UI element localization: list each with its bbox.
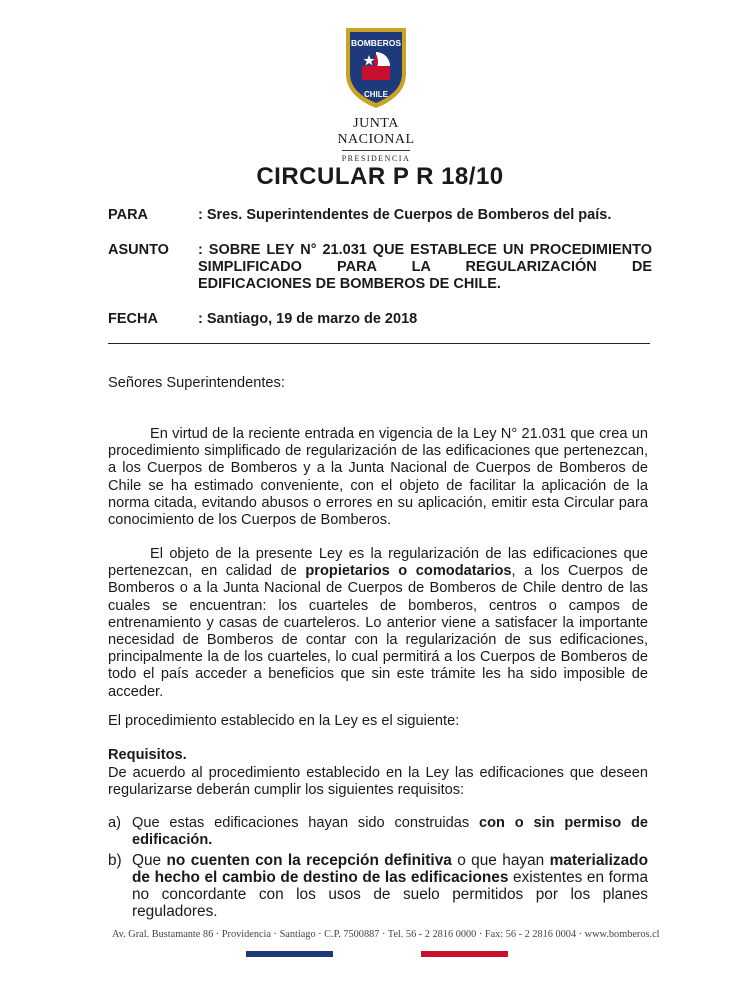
list-marker-a: a) — [108, 815, 121, 831]
para-value: : Sres. Superintendentes de Cuerpos de Bomberos del país. — [198, 207, 612, 223]
requisitos-intro: De acuerdo al procedimiento establecido en la Ley las edificaciones que deseen regularizarse deberán cumplir los siguientes requisitos: — [108, 765, 648, 799]
footer-address: Av. Gral. Bustamante 86 · Providencia · Santiago · C.P. 7500887 · Tel. 56 - 2 2816 0000 · Fax: 56 - 2 2816 0004 · www.bomberos.cl — [112, 929, 660, 940]
paragraph-2-bold: propietarios o comodatarios — [305, 563, 512, 580]
org-name: JUNTA NACIONAL — [337, 116, 415, 147]
list-item-b-text-1: Que — [132, 852, 167, 870]
bomberos-shield-logo — [340, 24, 412, 110]
paragraph-1: En virtud de la reciente entrada en vigencia de la Ley N° 21.031 que crea un procedimiento simplificado de regularización de las edificaciones que pertenezcan, a los Cuerpos de Bomberos y a la Junta Nacional de Cuerpos de Bomberos de Chile se ha estimado conveniente, con el objeto de facilitar la aplicación de la norma citada, evitando abusos o errores en su aplicación, emitir esta Circular para conocimiento de los Cuerpos de Bomberos. — [108, 426, 648, 529]
org-subtitle: PRESIDENCIA — [342, 150, 411, 163]
paragraph-2 — [108, 546, 648, 701]
para-label: PARA — [108, 207, 149, 223]
document-title: CIRCULAR P R 18/10 — [256, 163, 504, 190]
list-item-b-bold-1: no cuenten con la recepción definitiva — [166, 852, 452, 870]
flag-stripe-white — [333, 951, 420, 957]
greeting: Señores Superintendentes: — [108, 375, 285, 391]
logo-text-bottom: CHILE — [364, 90, 388, 99]
paragraph-2-text-b: , a los Cuerpos de Bomberos o a la Junta Nacional de Cuerpos de Bomberos de Chile dentro de las cuales se encuentran: los cuarteles de bomberos, centros o campos de entrenamiento y casas de cuarteleros. Lo anterior viene a satisfacer la importante necesidad de Bomberos de contar con la regularización de sus edificaciones, principalmente la de los cuarteles, lo cual permitirá a los Cuerpos de Bomberos de todo el país acceder a beneficios que sin este trámite les ha sido imposible de acceder. — [108, 563, 648, 700]
asunto-value — [198, 242, 652, 293]
list-item-a — [108, 815, 648, 849]
list-item-b-text-3: existentes en forma no concordante con los usos de suelo permitidos por los planes reguladores. — [132, 869, 648, 921]
list-item-a-bold: con o sin permiso de edificación. — [132, 815, 649, 849]
list-item-b-text-2: o que hayan — [451, 852, 550, 870]
list-item-a-text: Que estas edificaciones hayan sido construidas — [132, 815, 479, 831]
logo-text-top: BOMBEROS — [350, 38, 402, 48]
fecha-label: FECHA — [108, 311, 158, 327]
paragraph-3: El procedimiento establecido en la Ley es el siguiente: — [108, 713, 460, 729]
list-item-b-bold-2: materializado de hecho el cambio de destino de las edificaciones — [132, 852, 648, 887]
fecha-value: : Santiago, 19 de marzo de 2018 — [198, 311, 418, 327]
asunto-label: ASUNTO — [108, 242, 169, 258]
asunto-line-3: EDIFICACIONES DE BOMBEROS DE CHILE. — [198, 276, 501, 292]
header-divider — [108, 343, 650, 344]
paragraph-2-text-a: El objeto de la presente Ley es la regularización de las edificaciones que pertenezcan, en calidad de — [108, 546, 648, 580]
list-marker-b: b) — [108, 852, 122, 870]
list-item-b — [108, 852, 648, 920]
flag-stripe — [246, 951, 508, 957]
flag-stripe-red — [421, 951, 508, 957]
requirements-list — [108, 815, 648, 920]
flag-stripe-blue — [246, 951, 333, 957]
requisitos-heading: Requisitos. — [108, 747, 187, 763]
asunto-line-2: SIMPLIFICADO PARA LA REGULARIZACIÓN DE — [198, 259, 652, 275]
header-logo-block — [326, 24, 426, 166]
asunto-line-1: : SOBRE LEY N° 21.031 QUE ESTABLECE UN PROCEDIMIENTO — [198, 242, 652, 258]
